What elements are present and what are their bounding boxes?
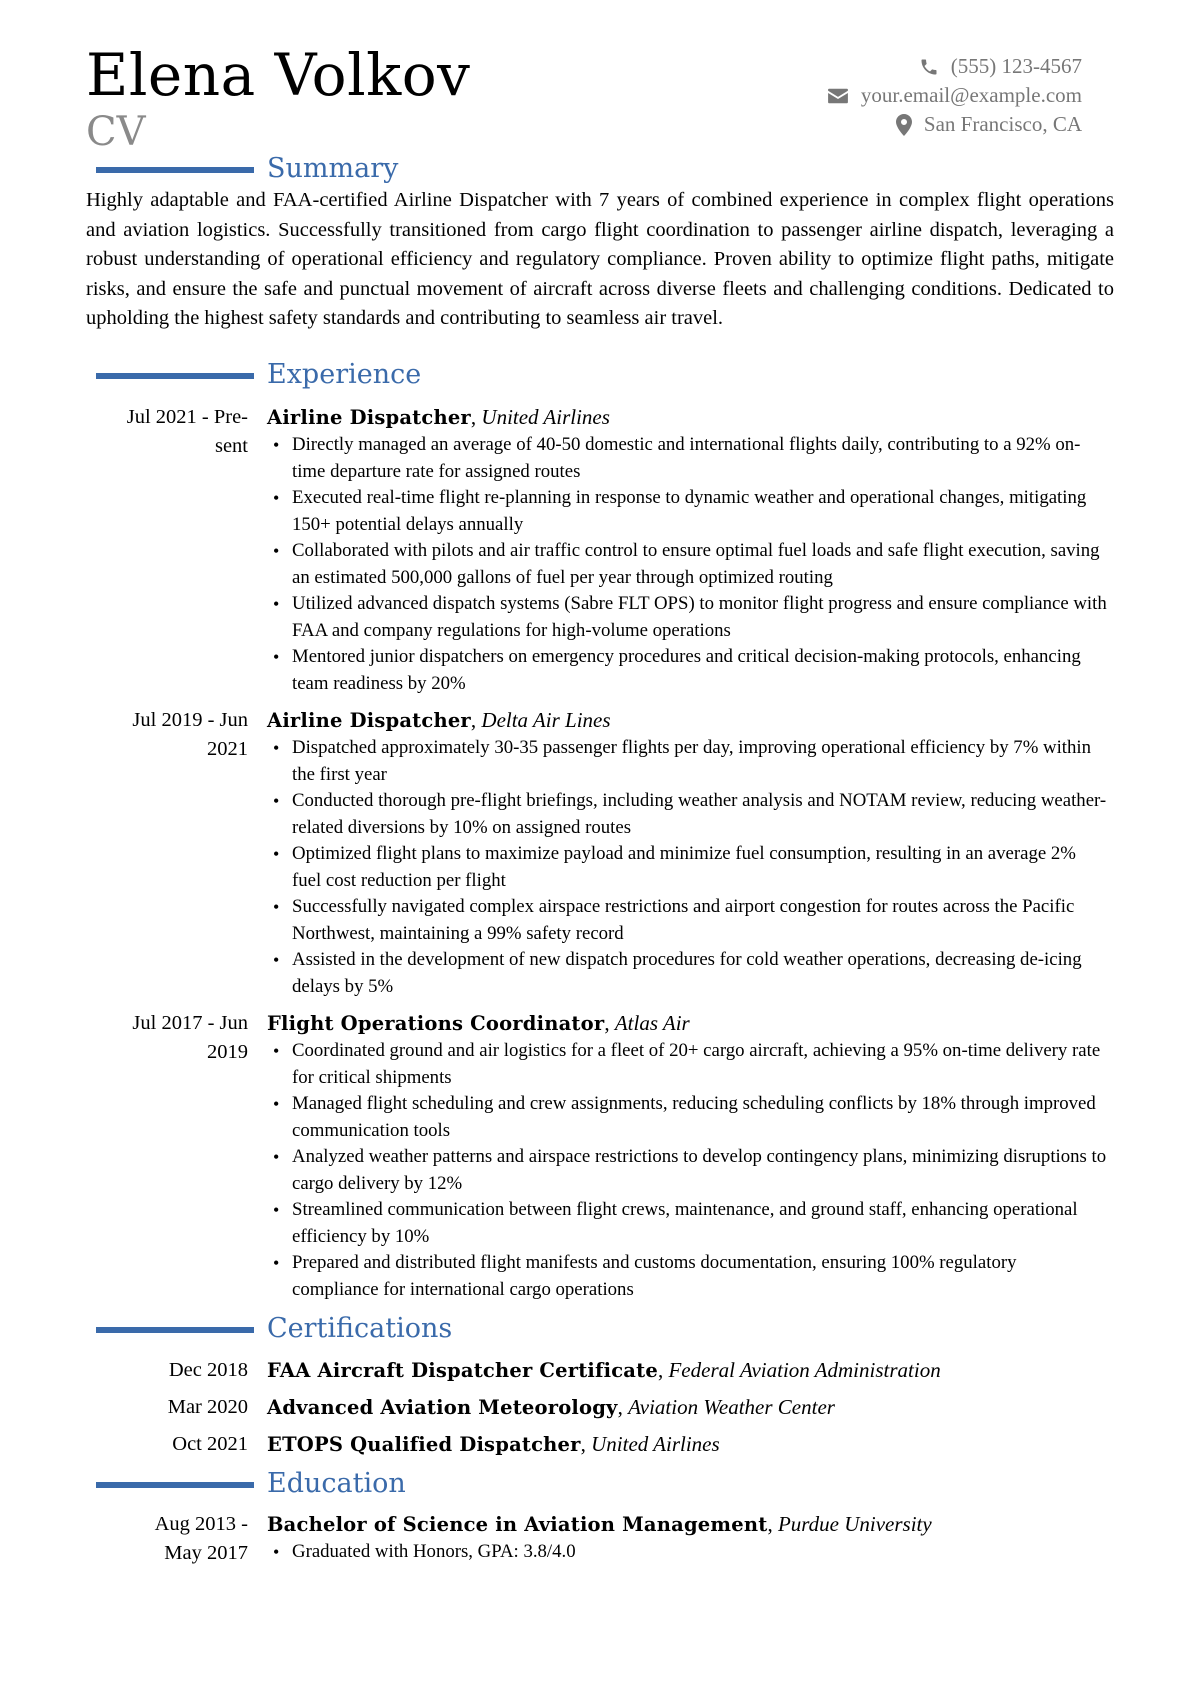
contact-phone-row: [827, 52, 1082, 81]
entry-title: Flight Operations Coordinator, Atlas Air: [267, 1011, 690, 1035]
cert-body: Advanced Aviation Meteorology, Aviation Weather Center: [267, 1395, 835, 1419]
section-accent-bar: [96, 1482, 254, 1488]
entry-title: Bachelor of Science in Aviation Management, Purdue University: [267, 1512, 932, 1536]
experience-section-header: [0, 358, 1190, 394]
bullet-item: • Streamlined communication between flight crews, maintenance, and ground staff, enhancing operational efficiency by 10%: [267, 1197, 1107, 1250]
cert-date: Mar 2020: [167, 1396, 248, 1418]
bullet-item: • Optimized flight plans to maximize payload and minimize fuel consumption, resulting in an average 2% fuel cost reduction per flight: [267, 841, 1107, 894]
document-subtitle: CV: [86, 109, 146, 155]
section-title-education: Education: [267, 1468, 406, 1499]
entry-date: [86, 1510, 248, 1568]
summary-text: Highly adaptable and FAA-certified Airline Dispatcher with 7 years of combined experience in complex flight operations and aviation logistics. Successfully transitioned from cargo flight coordination to passenger airline dispatch, leveraging a robust understanding of operational efficiency and regulatory compliance. Proven ability to optimize flight paths, mitigate risks, and ensure the safe and punctual movement of aircraft across diverse fleets and challenging conditions. Dedicated to upholding the highest safety standards and contributing to seamless air travel.: [86, 189, 1114, 329]
entry-date: [86, 403, 248, 461]
certification-row: [0, 1355, 1190, 1385]
entry-body: [267, 1510, 1107, 1566]
contact-location-row: [827, 110, 1082, 139]
bullet-item: • Directly managed an average of 40-50 domestic and international flights daily, contributing to a 92% on-time departure rate for assigned routes: [267, 432, 1107, 485]
contact-block: [827, 52, 1082, 139]
cert-name: FAA Aircraft Dispatcher Certificate: [267, 1359, 658, 1382]
summary-section-header: [0, 152, 1190, 188]
bullet-item: • Coordinated ground and air logistics for a fleet of 20+ cargo aircraft, achieving a 95% on-time delivery rate for critical shipments: [267, 1038, 1107, 1091]
entry-date-line: 2021: [207, 738, 248, 760]
education-section-header: [0, 1467, 1190, 1503]
bullet-list: [267, 432, 1107, 697]
bullet-item: • Dispatched approximately 30-35 passenger flights per day, improving operational efficiency by 7% within the first year: [267, 735, 1107, 788]
entry-date-line: Jul 2021 - Pre-: [126, 406, 248, 428]
job-company: Atlas Air: [614, 1011, 690, 1035]
degree-name: Bachelor of Science in Aviation Management: [267, 1513, 768, 1536]
cert-issuer: Federal Aviation Administration: [668, 1358, 941, 1382]
entry-date: [86, 706, 248, 764]
bullet-item: • Assisted in the development of new dispatch procedures for cold weather operations, decreasing de-icing delays by 5%: [267, 947, 1107, 1000]
bullet-item: • Managed flight scheduling and crew assignments, reducing scheduling conflicts by 18% through improved communication tools: [267, 1091, 1107, 1144]
envelope-icon: [827, 87, 849, 105]
cert-date: Oct 2021: [172, 1433, 248, 1455]
contact-email[interactable]: your.email@example.com: [860, 83, 1082, 107]
school-name: Purdue University: [777, 1512, 932, 1536]
certifications-section-header: [0, 1312, 1190, 1348]
map-pin-icon: [896, 114, 912, 136]
section-title-summary: Summary: [267, 153, 399, 184]
job-company: United Airlines: [481, 405, 610, 429]
entry-date-line: Jul 2017 - Jun: [132, 1012, 248, 1034]
entry-date: [86, 1009, 248, 1067]
section-title-certifications: Certifications: [267, 1313, 453, 1344]
bullet-item: • Analyzed weather patterns and airspace restrictions to develop contingency plans, minimizing disruptions to cargo delivery by 12%: [267, 1144, 1107, 1197]
job-company: Delta Air Lines: [481, 708, 611, 732]
job-role: Airline Dispatcher: [267, 406, 471, 429]
section-title-experience: Experience: [267, 359, 422, 390]
bullet-item: • Collaborated with pilots and air traffic control to ensure optimal fuel loads and safe flight execution, saving an estimated 500,000 gallons of fuel per year through optimized routing: [267, 538, 1107, 591]
entry-date-line: Aug 2013 -: [154, 1513, 248, 1535]
cert-issuer: Aviation Weather Center: [628, 1395, 835, 1419]
bullet-item: • Utilized advanced dispatch systems (Sabre FLT OPS) to monitor flight progress and ensure compliance with FAA and company regulations for high-volume operations: [267, 591, 1107, 644]
bullet-list: [267, 1539, 1107, 1566]
bullet-list: [267, 735, 1107, 1000]
phone-icon: [919, 57, 939, 77]
bullet-item: • Executed real-time flight re-planning in response to dynamic weather and operational changes, mitigating 150+ potential delays annually: [267, 485, 1107, 538]
entry-body: [267, 403, 1107, 697]
entry-date-line: Jul 2019 - Jun: [132, 709, 248, 731]
bullet-item: • Prepared and distributed flight manifests and customs documentation, ensuring 100% regulatory compliance for international cargo operations: [267, 1250, 1107, 1303]
entry-title: Airline Dispatcher, United Airlines: [267, 405, 610, 429]
job-role: Flight Operations Coordinator: [267, 1012, 605, 1035]
section-accent-bar: [96, 373, 254, 379]
entry-body: [267, 1009, 1107, 1303]
job-role: Airline Dispatcher: [267, 709, 471, 732]
contact-email-row: [827, 81, 1082, 110]
certification-row: [0, 1429, 1190, 1459]
cert-name: Advanced Aviation Meteorology: [267, 1396, 618, 1419]
bullet-item: • Successfully navigated complex airspace restrictions and airport congestion for routes across the Pacific Northwest, maintaining a 99% safety record: [267, 894, 1107, 947]
cert-name: ETOPS Qualified Dispatcher: [267, 1433, 581, 1456]
cert-date: Dec 2018: [168, 1359, 248, 1381]
cert-body: FAA Aircraft Dispatcher Certificate, Federal Aviation Administration: [267, 1358, 941, 1382]
bullet-item: • Graduated with Honors, GPA: 3.8/4.0: [267, 1539, 1107, 1566]
cert-body: ETOPS Qualified Dispatcher, United Airlines: [267, 1432, 720, 1456]
cert-issuer: United Airlines: [591, 1432, 720, 1456]
bullet-item: • Mentored junior dispatchers on emergency procedures and critical decision-making protocols, enhancing team readiness by 20%: [267, 644, 1107, 697]
candidate-name: Elena Volkov: [86, 41, 471, 109]
certification-row: [0, 1392, 1190, 1422]
entry-date-line: sent: [214, 435, 248, 457]
section-accent-bar: [96, 167, 254, 173]
contact-location: San Francisco, CA: [923, 112, 1082, 136]
bullet-list: [267, 1038, 1107, 1303]
contact-phone[interactable]: (555) 123-4567: [950, 54, 1082, 78]
section-accent-bar: [96, 1327, 254, 1333]
entry-date-line: 2019: [207, 1041, 248, 1063]
bullet-item: • Conducted thorough pre-flight briefings, including weather analysis and NOTAM review, reducing weather-related diversions by 10% on assigned routes: [267, 788, 1107, 841]
entry-body: [267, 706, 1107, 1000]
entry-date-line: May 2017: [164, 1542, 248, 1564]
entry-title: Airline Dispatcher, Delta Air Lines: [267, 708, 611, 732]
